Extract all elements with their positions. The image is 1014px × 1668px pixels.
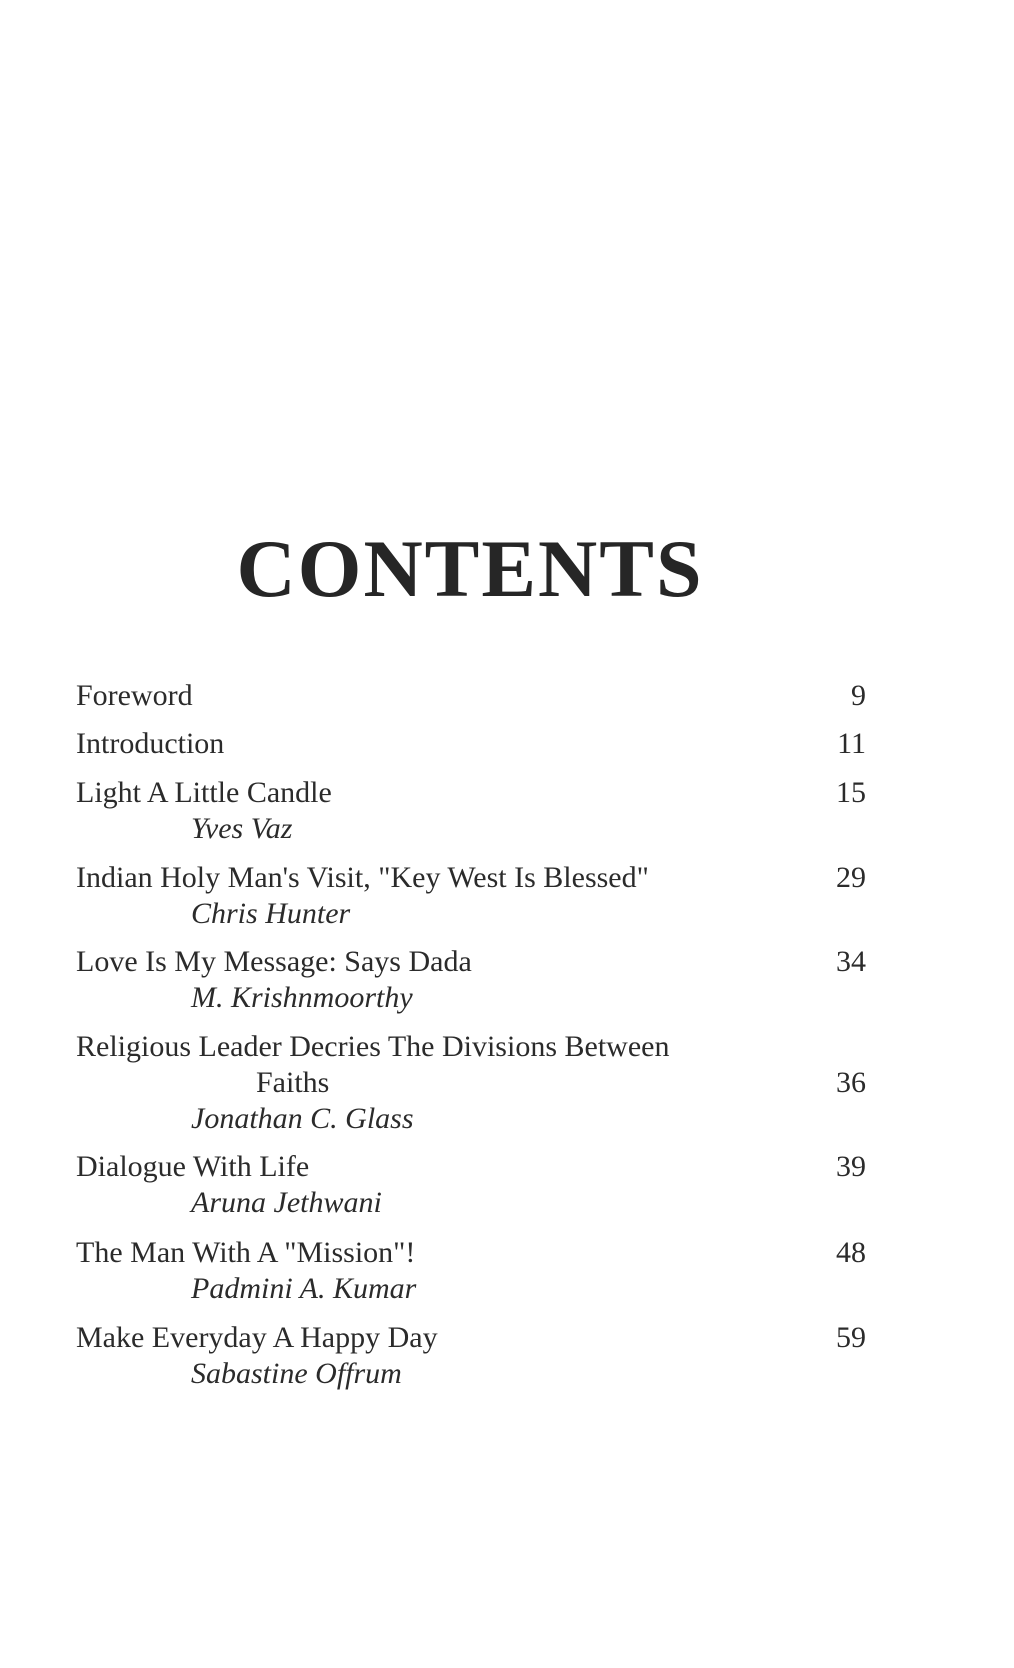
entry-title: Make Everyday A Happy Day — [76, 1321, 438, 1354]
toc-entry-religious-leader — [76, 1029, 866, 1137]
entry-page-number: 34 — [836, 945, 866, 978]
entry-page-number: 59 — [836, 1321, 866, 1354]
toc-entry-light-a-little-candle — [76, 775, 866, 847]
entry-title-continuation: Faiths — [256, 1066, 330, 1099]
entry-author: Aruna Jethwani — [191, 1186, 382, 1219]
entry-page-number: 36 — [836, 1066, 866, 1099]
entry-author: Chris Hunter — [191, 897, 351, 930]
entry-title: Introduction — [76, 727, 225, 760]
entry-title: Love Is My Message: Says Dada — [76, 945, 472, 978]
entry-page-number: 48 — [836, 1236, 866, 1269]
toc-entry-make-everyday — [76, 1320, 866, 1392]
page-title: CONTENTS — [236, 523, 704, 614]
entry-title: Light A Little Candle — [76, 776, 332, 809]
entry-page-number: 39 — [836, 1150, 866, 1183]
entry-author: Yves Vaz — [191, 812, 293, 845]
toc-entry-introduction — [76, 726, 866, 762]
entry-title: Religious Leader Decries The Divisions Between — [76, 1030, 670, 1063]
entry-title: The Man With A "Mission"! — [76, 1236, 416, 1269]
toc-entry-foreword — [76, 678, 866, 714]
entry-page-number: 15 — [836, 776, 866, 809]
entry-author: Sabastine Offrum — [191, 1357, 402, 1390]
entry-author: Padmini A. Kumar — [191, 1272, 417, 1305]
entry-title: Dialogue With Life — [76, 1150, 310, 1183]
toc-entry-indian-holy-man — [76, 860, 866, 932]
toc-entry-dialogue-with-life — [76, 1149, 866, 1221]
entry-page-number: 11 — [837, 727, 866, 760]
entry-title: Indian Holy Man's Visit, "Key West Is Blessed" — [76, 861, 649, 894]
entry-page-number: 29 — [836, 861, 866, 894]
entry-page-number: 9 — [851, 679, 866, 712]
entry-title: Foreword — [76, 679, 193, 712]
toc-entry-man-with-a-mission — [76, 1235, 866, 1307]
entry-author: Jonathan C. Glass — [191, 1102, 414, 1135]
entry-author: M. Krishnmoorthy — [191, 981, 413, 1014]
toc-entry-love-is-my-message — [76, 944, 866, 1016]
